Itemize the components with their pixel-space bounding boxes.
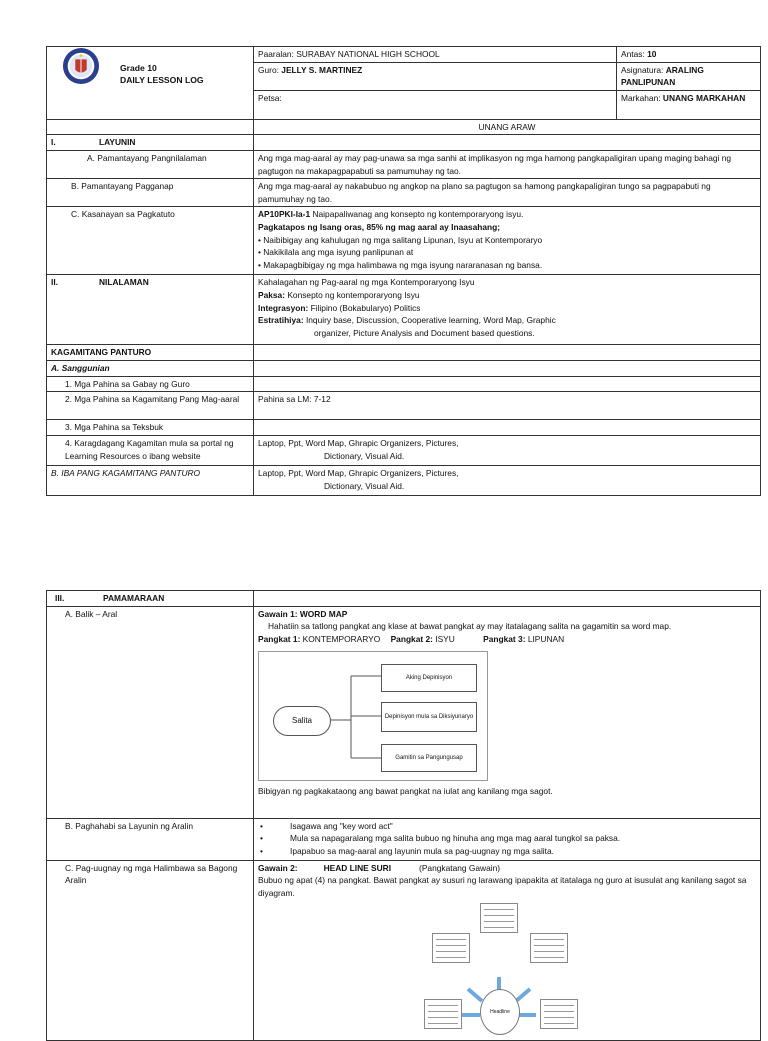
level-value: 10 xyxy=(647,49,657,59)
examples-label: C. Pag-uugnay ng mga Halimbawa sa Bagong Aralin xyxy=(47,860,254,1040)
ref-learner-material-value: Pahina sa LM: 7-12 xyxy=(254,392,761,420)
competency-item: • Nakikilala ang mga isyung panlipunan at xyxy=(258,247,414,258)
headline-hub: Headline xyxy=(480,989,520,1035)
word-map-diagram xyxy=(258,651,488,781)
headline-diagram xyxy=(418,903,618,1033)
quarter-cell: Markahan: UNANG MARKAHAN xyxy=(617,90,761,119)
log-title: DAILY LESSON LOG xyxy=(120,75,204,86)
list-item: • Isagawa ang "key word act" xyxy=(260,820,393,831)
level-cell: Antas: 10 xyxy=(617,47,761,63)
teacher-cell: Guro: JELLY S. MARTINEZ xyxy=(254,62,617,90)
teacher-value: JELLY S. MARTINEZ xyxy=(281,64,363,75)
ref-teacher-guide: 1. Mga Pahina sa Gabay ng Guro xyxy=(47,376,254,392)
ref-additional: 4. Karagdagang Kagamitan mula sa portal ng Learning Resources o ibang website xyxy=(47,435,254,465)
references-heading: A. Sanggunian xyxy=(47,361,254,377)
list-item: • Mula sa napagaralang mga salita bubuo ng hinuha ang mga mag aaral tungkol sa paksa. xyxy=(260,833,621,844)
subject-cell: Asignatura: ARALING PANLIPUNAN xyxy=(617,62,761,90)
lesson-log-table-1 xyxy=(46,46,761,496)
headline-card xyxy=(530,933,568,963)
materials-heading: KAGAMITANG PANTURO xyxy=(47,345,254,361)
word-map-center: Salita xyxy=(273,706,331,736)
performance-standard-text: Ang mga mag-aaral ay nakabubuo ng angkop na plano sa pagtugon sa hamong pangkapaligiran tungo sa pagpapabuti ng pamumuhay ng tao. xyxy=(254,179,761,207)
school-cell: Paaralan: SURABAY NATIONAL HIGH SCHOOL xyxy=(254,47,617,63)
gawain1-title: Gawain 1: WORD MAP xyxy=(258,608,348,619)
gawain2-title: HEAD LINE SURI xyxy=(323,862,392,873)
review-label: A. Balik – Aral xyxy=(47,606,254,818)
headline-card xyxy=(480,903,518,933)
content-text: Kahalagahan ng Pag-aaral ng mga Kontemporaryong Isyu Paksa: Konsepto ng kontemporaryong Isyu Integrasyon: Filipino (Bokabularyo) Politics Estratihiya: Inquiry base, Discussion, Cooperative learning, Word Map, Graphic organizer, Picture Analysis and Document based questions. xyxy=(254,275,761,345)
quarter-value: UNANG MARKAHAN xyxy=(662,92,746,103)
list-item: • Ipapabuo sa mag-aaral ang layunin mula sa pag-uugnay ng mga salita. xyxy=(260,845,554,856)
content-heading: II. NILALAMAN xyxy=(47,275,254,345)
date-cell: Petsa: xyxy=(254,90,617,119)
other-materials-value: Laptop, Ppt, Word Map, Ghrapic Organizers, Pictures, Dictionary, Visual Aid. xyxy=(254,465,761,495)
competency-item: • Naibibigay ang kahulugan ng mga salitang Lipunan, Isyu at Kontemporaryo xyxy=(258,234,543,245)
logo-cell xyxy=(47,47,254,120)
gawain1-after: Bibigyan ng pagkakataong ang bawat pangkat na iulat ang kanilang mga sagot. xyxy=(258,786,553,797)
objective-link-label: B. Paghahabi sa Layunin ng Aralin xyxy=(47,818,254,860)
content-standard-text: Ang mga mag-aaral ay may pag-unawa sa mga sanhi at implikasyon ng mga hamong pangkapaligiran upang maging bahagi ng pagtugon na makapagpapabuti sa pamumuhay ng tao. xyxy=(254,151,761,179)
word-map-box-dictionary: Depinisyon mula sa Diksiyunaryo xyxy=(381,702,477,732)
headline-card xyxy=(540,999,578,1029)
ref-textbook: 3. Mga Pahina sa Teksbuk xyxy=(47,420,254,436)
competency-code: AP10PKI-Ia-1 xyxy=(258,209,311,220)
examples-content: Gawain 2: HEAD LINE SURI (Pangkatang Gawain) Bubuo ng apat (4) na pangkat. Bawat pangkat ay susuri ng larawang ipapakita at itatalaga ng guro at isusulat ang kanilang sagot sa diyagram. Headline xyxy=(254,860,761,1040)
word-map-box-sentence: Gamitin sa Pangungusap xyxy=(381,744,477,772)
school-value: SURABAY NATIONAL HIGH SCHOOL xyxy=(296,49,440,59)
review-content: Gawain 1: WORD MAP Hahatiin sa tatlong pangkat ang klase at bawat pangkat ay may itatalagang salita na gagamitin sa word map. Pangkat 1: KONTEMPORARYO Pangkat 2: ISYU Pangkat 3: LIPUNAN Salita Aking Depinisyon Depinisyon mula sa Diksiyunaryo Gamitin sa Pangungusap Bibigyan ng pagkakataong ang bawat pangkat na iulat ang kanilang mga sagot. xyxy=(254,606,761,818)
lesson-log-table-2 xyxy=(46,590,761,1041)
headline-card xyxy=(432,933,470,963)
objectives-heading: I. LAYUNIN xyxy=(47,135,254,151)
competency-item: • Makapagbibigay ng mga halimbawa ng mga isyung nararanasan ng bansa. xyxy=(258,259,543,270)
day-title: UNANG ARAW xyxy=(254,119,761,135)
grade-label: Grade 10 xyxy=(120,63,157,73)
word-map-box-definition: Aking Depinisyon xyxy=(381,664,477,692)
gawain2-text: Bubuo ng apat (4) na pangkat. Bawat pangkat ay susuri ng larawang ipapakita at itatalaga ng guro at isusulat ang kanilang sagot sa diyagram. xyxy=(258,875,747,898)
objective-link-content xyxy=(254,818,761,860)
competency-text: AP10PKI-Ia-1 Naipapaliwanag ang konsepto ng kontemporaryong isyu. Pagkatapos ng Isang oras, 85% ng mag aaral ay Inaasahang; • Naibibigay ang kahulugan ng mga salitang Lipunan, Isyu at Kontemporaryo • Nakikilala ang mga isyung panlipunan at • Makapagbibigay ng mga halimbawa ng mga isyung nararanasan ng bansa. xyxy=(254,207,761,275)
procedure-heading: III. PAMAMARAAN xyxy=(47,591,254,607)
ref-additional-value: Laptop, Ppt, Word Map, Ghrapic Organizers, Pictures, Dictionary, Visual Aid. xyxy=(254,435,761,465)
other-materials-label: B. IBA PANG KAGAMITANG PANTURO xyxy=(47,465,254,495)
content-standard-label: A. Pamantayang Pangnilalaman xyxy=(47,151,254,179)
competency-label: C. Kasanayan sa Pagkatuto xyxy=(47,207,254,275)
ref-learner-material: 2. Mga Pahina sa Kagamitang Pang Mag-aaral xyxy=(47,392,254,420)
headline-card xyxy=(424,999,462,1029)
performance-standard-label: B. Pamantayang Pagganap xyxy=(47,179,254,207)
subject-value: ARALING PANLIPUNAN xyxy=(621,64,704,88)
competency-bold: Pagkatapos ng Isang oras, 85% ng mag aaral ay Inaasahang; xyxy=(258,222,501,233)
